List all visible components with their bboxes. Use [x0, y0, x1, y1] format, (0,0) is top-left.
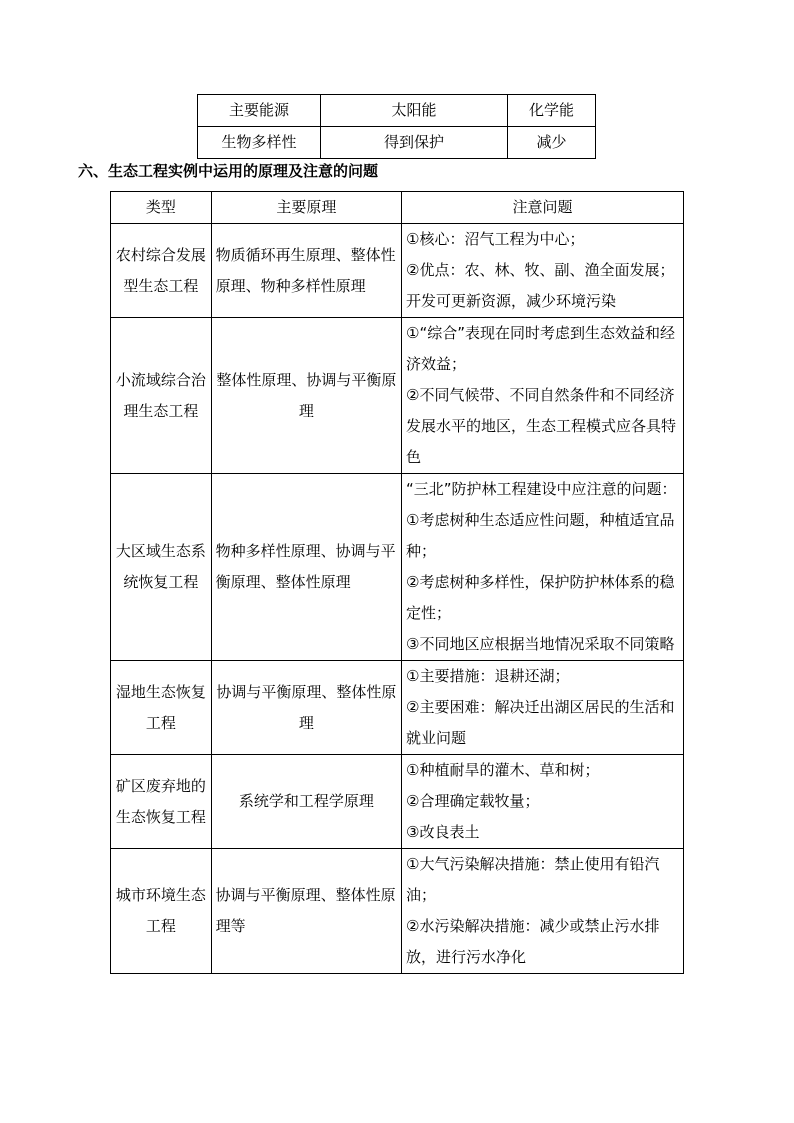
table-cell: 得到保护: [321, 127, 508, 159]
type-cell: 矿区废弃地的生态恢复工程: [111, 755, 212, 849]
notes-cell: [402, 318, 684, 474]
type-cell: 农村综合发展型生态工程: [111, 224, 212, 318]
note-line: ③不同地区应根据当地情况采取不同策略: [406, 635, 675, 653]
note-line: ②考虑树种多样性，保护防护林体系的稳定性；: [406, 573, 675, 622]
table-cell: 减少: [508, 127, 596, 159]
header-cell-type: 类型: [111, 192, 212, 224]
type-cell: 湿地生态恢复工程: [111, 661, 212, 755]
type-cell: 大区域生态系统恢复工程: [111, 474, 212, 661]
type-cell: 城市环境生态工程: [111, 849, 212, 974]
note-line: ③改良表土: [406, 823, 480, 841]
table-header-row: [111, 192, 684, 224]
eco-engineering-table: [110, 191, 684, 974]
note-line: ①种植耐旱的灌木、草和树；: [406, 761, 600, 779]
notes-cell: [402, 661, 684, 755]
note-line: ①“综合”表现在同时考虑到生态效益和经济效益；: [406, 324, 675, 373]
note-line: ②主要困难：解决迁出湖区居民的生活和就业问题: [406, 698, 675, 747]
table-row: [111, 318, 684, 474]
table-row: [198, 95, 596, 127]
table-row: [198, 127, 596, 159]
notes-cell: [402, 224, 684, 318]
table-cell: 主要能源: [198, 95, 321, 127]
energy-biodiversity-table: [197, 94, 596, 159]
principle-cell: 物质循环再生原理、整体性原理、物种多样性原理: [211, 224, 401, 318]
table-row: [111, 661, 684, 755]
principle-cell: 协调与平衡原理、整体性原理: [211, 661, 401, 755]
table-cell: 太阳能: [321, 95, 508, 127]
section-heading: 六、生态工程实例中运用的原理及注意的问题: [78, 162, 379, 180]
note-line: ①大气污染解决措施：禁止使用有铅汽油；: [406, 855, 660, 904]
header-cell-notes: 注意问题: [402, 192, 684, 224]
table-row: [111, 474, 684, 661]
note-line: “三北”防护林工程建设中应注意的问题：①考虑树种生态适应性问题，种植适宜品种；: [406, 480, 677, 560]
notes-cell: [402, 755, 684, 849]
principle-cell: 系统学和工程学原理: [211, 755, 401, 849]
type-cell: 小流域综合治理生态工程: [111, 318, 212, 474]
principle-cell: 物种多样性原理、协调与平衡原理、整体性原理: [211, 474, 401, 661]
table-cell: 生物多样性: [198, 127, 321, 159]
note-line: ②合理确定载牧量；: [406, 792, 540, 810]
notes-cell: [402, 849, 684, 974]
principle-cell: 协调与平衡原理、整体性原理等: [211, 849, 401, 974]
table-cell: 化学能: [508, 95, 596, 127]
header-cell-principle: 主要原理: [211, 192, 401, 224]
table-row: [111, 849, 684, 974]
table-row: [111, 224, 684, 318]
note-line: ①主要措施：退耕还湖；: [406, 667, 570, 685]
note-line: ②优点：农、林、牧、副、渔全面发展；开发可更新资源，减少环境污染: [406, 261, 675, 310]
principle-cell: 整体性原理、协调与平衡原理: [211, 318, 401, 474]
notes-cell: [402, 474, 684, 661]
note-line: ②水污染解决措施：减少或禁止污水排放，进行污水净化: [406, 917, 660, 966]
table-row: [111, 755, 684, 849]
note-line: ②不同气候带、不同自然条件和不同经济发展水平的地区，生态工程模式应各具特色: [406, 386, 677, 466]
note-line: ①核心：沼气工程为中心；: [406, 230, 585, 248]
